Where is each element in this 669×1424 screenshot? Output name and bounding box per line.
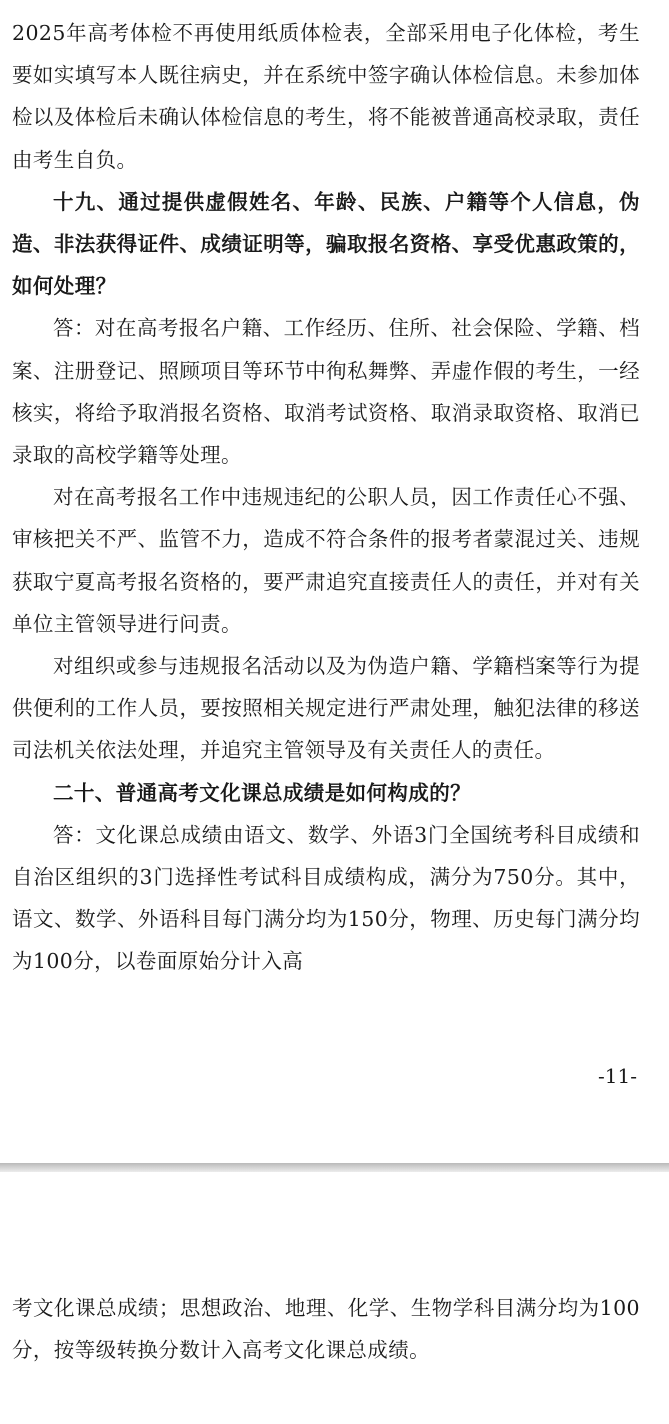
question-20-answer-continuation: 考文化课总成绩；思想政治、地理、化学、生物学科目满分均为100分，按等级转换分数计入高考文化课总成绩。 bbox=[12, 1296, 640, 1363]
page-content bbox=[12, 12, 640, 983]
question-19-answer-2: 对在高考报名工作中违规违纪的公职人员，因工作责任心不强、审核把关不严、监管不力，造成不符合条件的报考者蒙混过关、违规获取宁夏高考报名资格的，要严肃追究直接责任人的责任，并对有关单位主管领导进行问责。 bbox=[12, 485, 640, 636]
question-19-answer-3: 对组织或参与违规报名活动以及为伪造户籍、学籍档案等行为提供便利的工作人员，要按照相关规定进行严肃处理，触犯法律的移送司法机关依法处理，并追究主管领导及有关责任人的责任。 bbox=[12, 654, 640, 763]
question-20-heading: 二十、普通高考文化课总成绩是如何构成的？ bbox=[53, 780, 471, 805]
page-divider bbox=[0, 1163, 669, 1172]
intro-paragraph: 2025年高考体检不再使用纸质体检表，全部采用电子化体检，考生要如实填写本人既往病史，并在系统中签字确认体检信息。未参加体检以及体检后未确认体检信息的考生，将不能被普通高校录取，责任由考生自负。 bbox=[12, 21, 640, 172]
question-19-answer-1: 答：对在高考报名户籍、工作经历、住所、社会保险、学籍、档案、注册登记、照顾项目等环节中徇私舞弊、弄虚作假的考生，一经核实，将给予取消报名资格、取消考试资格、取消录取资格、取消已录取的高校学籍等处理。 bbox=[12, 316, 640, 468]
question-19-heading: 十九、通过提供虚假姓名、年龄、民族、户籍等个人信息，伪造、非法获得证件、成绩证明等，骗取报名资格、享受优惠政策的，如何处理？ bbox=[12, 189, 640, 299]
question-20-answer-1: 答：文化课总成绩由语文、数学、外语3门全国统考科目成绩和自治区组织的3门选择性考试科目成绩构成，满分为750分。其中，语文、数学、外语科目每门满分均为150分，物理、历史每门满分均为100分，以卷面原始分计入高 bbox=[12, 822, 640, 974]
page-12-content bbox=[12, 1287, 640, 1371]
page-number: -11- bbox=[598, 1064, 637, 1088]
